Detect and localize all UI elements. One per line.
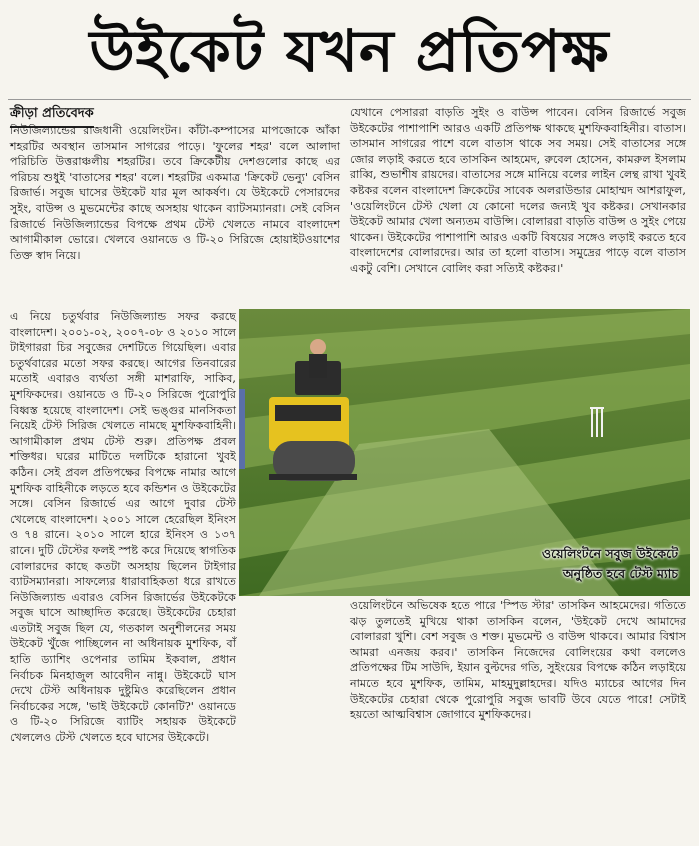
headline: উইকেট যখন প্রতিপক্ষ — [89, 17, 610, 85]
person-edge-icon — [239, 389, 245, 469]
article-column-1-middle — [10, 309, 236, 745]
article-paragraph-4: ওয়েলিংটনে অভিষেক হতে পারে 'স্পিড স্টার' তাসকিন আহমেদের। গতিতে ঝড় তুলতেই মুখিয়ে থাকা তাসকিন বলেন, 'উইকেট দেখে আমাদের বোলাররা খুশি। বেশ সবুজ ও শক্ত। মুভমেন্ট ও বাউন্স থাকবে। আমার বিশ্বাস আমরা এনজয় করব।' তাসকিন নিজেদের বোলিংয়ের কথা বললেও প্রতিপক্ষের টিম সাউদি, ইয়ান বুল্টদের গতি, সুইংয়ের বিপক্ষে কঠিন লড়াইয়ে নামতে হবে মুশফিক, তামিম, মাহমুদুল্লাহদের। যদিও ম্যাচের আগের দিন উইকেটের চেহারা থেকে পুরোপুরি সবুজ ভাবটি উবে যেতে পারে! সেটাই হয়তো আত্মবিশ্বাস জোগাবে মুশফিকদের। — [350, 599, 686, 722]
article-column-2-bottom — [350, 598, 686, 838]
article-column-1-top — [10, 123, 340, 309]
photo-caption: ওয়েলিংটনে সবুজ উইকেটে অনুষ্ঠিত হবে টেস্ট ম্যাচ — [541, 546, 678, 581]
article-paragraph-2: এ নিয়ে চতুর্থবার নিউজিল্যান্ড সফর করছে বাংলাদেশ। ২০০১-০২, ২০০৭-০৮ ও ২০১০ সালে টাইগাররা চির সবুজের দেশটিতে গিয়েছিল। এবার চতুর্থবারের মতো সফর করছে। আগের তিনবারের মতোই এবারও ব্যর্থতা সঙ্গী মাশরাফি, সাকিব, মুশফিকদের। ওয়ানডে ও টি-২০ সিরিজে পুরোপুরি বিধ্বস্ত হয়েছে বাংলাদেশ। সেই ভঙ্গুর মানসিকতা নিয়েই টেস্ট সিরিজ খেলতে নামছে মুশফিকবাহিনী। আগামীকাল প্রথম টেস্ট শুরু। প্রতিপক্ষ প্রবল শক্তিধর। ঘরের মাটিতে দলটিকে হারানো খুবই কঠিন। সেই প্রবল প্রতিপক্ষের বিপক্ষে নামার আগে মুশফিক বাহিনীকে লড়তে হবে কন্ডিশন ও উইকেটের সঙ্গে। বেসিন রিজার্ভে এর আগে দুবার টেস্ট খেলেছে বাংলাদেশ। ২০০১ সালে হেরেছিল ইনিংস ও ৭৪ রানে। ২০১০ সালে হারে ইনিংস ও ১৩৭ রানে। দুটি টেস্টের ফলই স্পষ্ট করে দিয়েছে স্বাগতিক বোলারদের কাছে কতটা অসহায় ছিলেন টাইগার ব্যাটসম্যানরা। সাফল্যের ধারাবাহিকতা ধরে রাখতে নিউজিল্যান্ড এবারও বেসিন রিজার্ভের উইকেটকে সবুজ ঘাসে আচ্ছাদিত করেছে। উইকেটের চেহারা এতটাই সবুজ ছিল যে, গতকাল অনুশীলনের সময় উইকেট খুঁজে পাচ্ছিলেন না অধিনায়ক মুশফিক, বাঁ হাতি ড্যাশিং ওপেনার তামিম ইকবাল, প্রধান নির্বাচক মিনহাজুল আবেদীন নান্নু। উইকেটে ঘাস দেখে টেস্ট অধিনায়ক দুষ্টুমিও করেছিলেন প্রধান নির্বাচকের সঙ্গে, 'ভাই উইকেটে কোনটি?' ওয়ানডে ও টি-২০ সিরিজে ব্যাটিং সহায়ক উইকেটে খেললেও টেস্ট খেলতে হবে ঘাসের উইকেটে। — [10, 310, 236, 745]
stumps-icon — [590, 407, 604, 437]
article-column-1-bottom — [10, 598, 336, 838]
article-paragraph-1: নিউজিল্যান্ডের রাজধানী ওয়েলিংটন। কাঁটা-কম্পাসের মাপজোকে আঁকা শহরটির অবস্থান তাসমান সাগরের পাড়ে। 'ফুলের শহর' বলে আলাদা পরিচিতি উত্তরাঞ্চলীয় শহরটির। তবে ক্রিকেটীয় দেশগুলোর কাছে এর পরিচয় শুধুই 'বাতাসের শহর' বলে। শহরটির একমাত্র 'ক্রিকেট ভেন্যু' বেসিন রিজার্ভ। সবুজ ঘাসের উইকেট যার মূল আকর্ষণ। যে উইকেটে পেসারদের সুইং, বাউন্স ও মুভমেন্টের কাছে অসহায় থাকেন ব্যাটসম্যানরা। সেই বেসিন রিজার্ভে নিউজিল্যান্ডের বিপক্ষে প্রথম টেস্ট খেলতে নামবে বাংলাদেশ আগামীকাল ভোরে। খেলবে ওয়ানডে ও টি-২০ সিরিজে হোয়াইটওয়াশের তিক্ত স্বাদ নিয়ে। — [10, 124, 340, 262]
headline-divider — [8, 99, 691, 100]
byline: ক্রীড়া প্রতিবেদক — [10, 104, 94, 128]
news-photo-green-pitch — [239, 309, 690, 596]
article-column-2-top — [350, 105, 686, 307]
article-paragraph-3: যেখানে পেসাররা বাড়তি সুইং ও বাউন্স পাবেন। বেসিন রিজার্ভে সবুজ উইকেটের পাশাপাশি আরও একটি প্রতিপক্ষ থাকছে মুশফিকবাহিনীর। বাতাস। তাসমান সাগরের পাশে বলে বাতাস থাকে সব সময়। সেই বাতাসের সঙ্গে জোর লড়াই করতে হবে তাসকিন আহমেদ, রুবেল হোসেন, কামরুল ইসলাম রাব্বি, শুভাশীষ রায়দের। বাতাসের সঙ্গে মানিয়ে বলের লাইন লেন্থ রাখা খুবই কষ্টকর বলেন বাংলাদেশ ক্রিকেটের সাবেক অলরাউন্ডার মোহাম্মদ আশরাফুল, 'ওয়েলিংটনে টেস্ট খেলা যে কোনো দলের জন্যই খুব কষ্টকর। সেখানকার উইকেট আমার খেলা অন্যতম বাউন্সি। বোলাররা বাড়তি বাউন্স ও সুইং পেয়ে থাকেন। উইকেটের পাশাপাশি আরও একটি বিষয়ের সঙ্গেও লড়াই করতে হবে বাংলাদেশের বোলারদের। আর তা হলো বাতাস। সমুদ্রের পাড়ে বলে বাতাস একটু বেশি। সেখানে বোলিং করা সত্যিই কষ্টকর।' — [350, 106, 686, 275]
